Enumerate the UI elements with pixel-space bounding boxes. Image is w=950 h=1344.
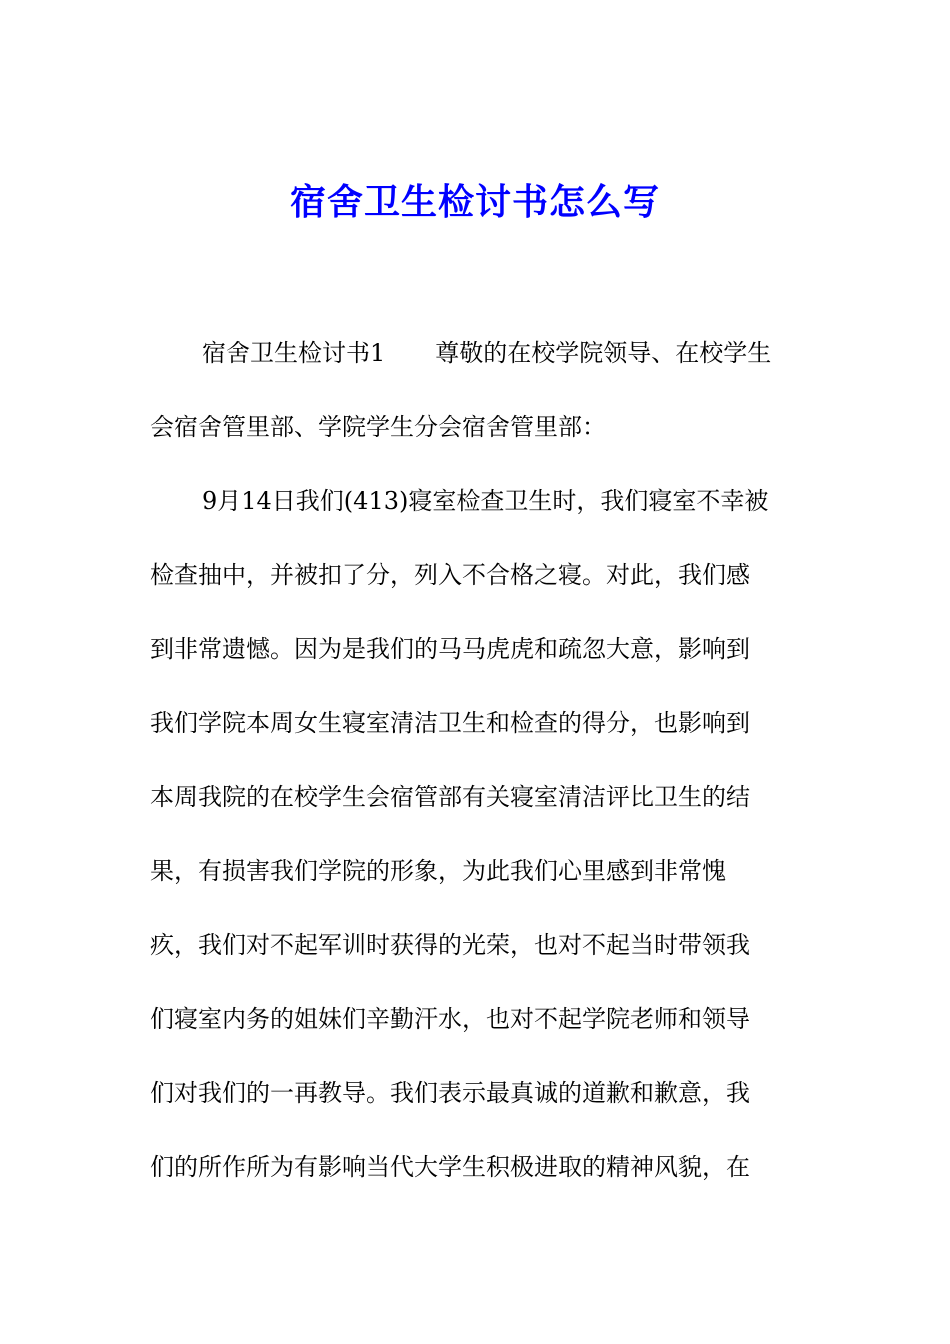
paragraph-line: 会宿舍管里部、学院学生分会宿舍管里部： [150, 413, 606, 441]
paragraph-line: 们的所作所为有影响当代大学生积极进取的精神风貌，在 [150, 1153, 750, 1181]
paragraph-line: 本周我院的在校学生会宿管部有关寝室清洁评比卫生的结 [150, 783, 750, 811]
section-heading: 宿舍卫生检讨书1 [202, 339, 386, 367]
paragraph-line: 检查抽中，并被扣了分，列入不合格之寝。对此，我们感 [150, 561, 750, 589]
paragraph-line: 疚，我们对不起军训时获得的光荣，也对不起当时带领我 [150, 931, 750, 959]
paragraph-line: 我们学院本周女生寝室清洁卫生和检查的得分，也影响到 [150, 709, 750, 737]
paragraph-line: 9月14日我们(413)寝室检查卫生时，我们寝室不幸被 [202, 487, 769, 515]
paragraph-line: 果，有损害我们学院的形象，为此我们心里感到非常愧 [150, 857, 726, 885]
paragraph-line: 们对我们的一再教导。我们表示最真诚的道歉和歉意，我 [150, 1079, 750, 1107]
paragraph-line: 到非常遗憾。因为是我们的马马虎虎和疏忽大意，影响到 [150, 635, 750, 663]
paragraph-line: 们寝室内务的姐妹们辛勤汗水，也对不起学院老师和领导 [150, 1005, 750, 1033]
paragraph-line [202, 338, 810, 412]
salutation-start: 尊敬的在校学院领导、在校学生 [435, 339, 772, 367]
document-title: 宿舍卫生检讨书怎么写 [289, 181, 660, 223]
